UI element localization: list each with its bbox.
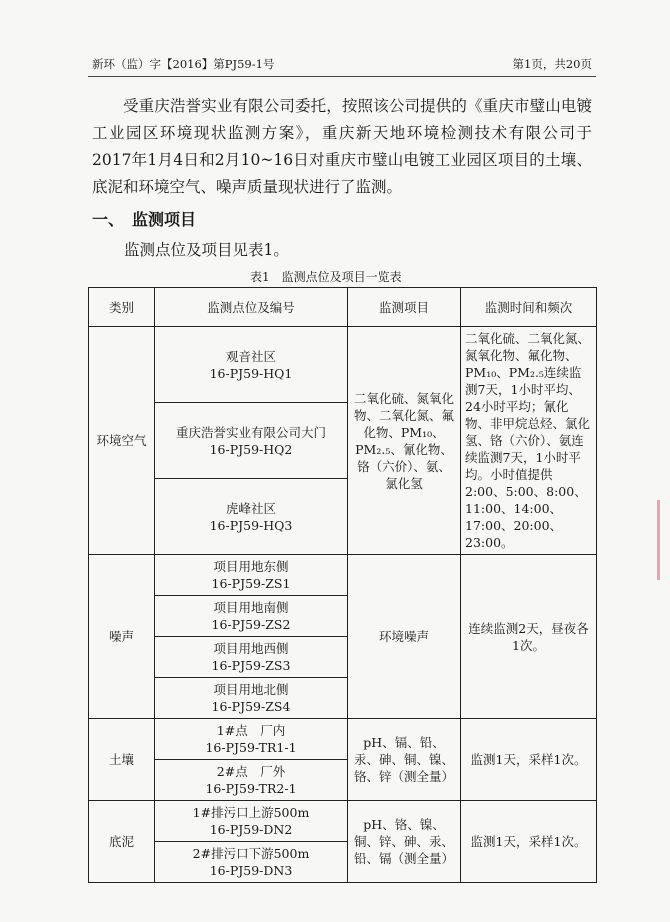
point-name: 项目用地东侧 — [213, 559, 289, 574]
table-row — [89, 327, 597, 403]
seal-edge-mark — [657, 500, 670, 580]
point-name: 观音社区 — [225, 348, 276, 364]
point-code: 16-PJ59-TR2-1 — [205, 781, 297, 796]
point-name: 虎峰社区 — [225, 500, 276, 516]
point-name: 1#排污口上游500m — [192, 805, 310, 820]
intro-paragraph: 受重庆浩誉实业有限公司委托，按照该公司提供的《重庆市璧山电镀工业园区环境现状监测方案》，重庆新天地环境检测技术有限公司于 2017年1月4日和2月10~16日对重庆市璧山电镀工业园区项目的土壤、底泥和环境空气、噪声质量现状进行了监测。 — [92, 97, 592, 196]
items-cell: pH、铬、镍、铜、锌、砷、汞、铅、镉（测全量） — [348, 801, 461, 883]
category-cell: 底泥 — [89, 801, 155, 883]
point-cell — [155, 403, 348, 479]
point-code: 16-PJ59-HQ2 — [209, 441, 293, 457]
point-cell — [155, 327, 348, 403]
point-code: 16-PJ59-ZS3 — [211, 658, 291, 673]
monitoring-table — [88, 287, 597, 883]
items-cell: 环境噪声 — [348, 555, 461, 719]
point-cell — [155, 596, 348, 637]
header-category: 类别 — [89, 288, 155, 327]
page-counter: 第1页，共20页 — [512, 57, 592, 71]
frequency-cell: 连续监测2天，昼夜各1次。 — [461, 555, 597, 719]
point-name: 项目用地南侧 — [213, 600, 289, 615]
point-code: 16-PJ59-HQ3 — [209, 517, 293, 533]
table-row — [89, 719, 597, 760]
category-cell: 噪声 — [89, 555, 155, 719]
point-cell — [155, 801, 348, 842]
point-name: 2#点 厂外 — [216, 764, 286, 779]
section-title: 监测项目 — [132, 210, 197, 229]
table-header-row — [89, 288, 597, 327]
category-cell: 土壤 — [89, 719, 155, 801]
category-cell: 环境空气 — [89, 327, 155, 555]
frequency-cell: 二氧化硫、二氧化氮、氮氧化物、氟化物、PM₁₀、PM₂.₅连续监测7天，1小时平均、24小时平均；氰化物、非甲烷总烃、氯化氢、铬（六价）、氨连续监测7天，1小时平均。小时值提供2:00、5:00、8:00、11:00、14:00、17:00、20:00、23:00。 — [461, 327, 597, 555]
point-code: 16-PJ59-ZS4 — [211, 699, 291, 714]
frequency-cell: 监测1天，采样1次。 — [461, 801, 597, 883]
items-cell: pH、镉、铅、汞、砷、铜、镍、铬、锌（测全量） — [348, 719, 461, 801]
table-reference-sentence: 监测点位及项目见表1。 — [124, 241, 289, 259]
point-name: 1#点 厂内 — [216, 723, 286, 738]
point-code: 16-PJ59-DN3 — [209, 863, 293, 878]
section-heading — [92, 207, 196, 230]
point-name: 项目用地西侧 — [213, 641, 289, 656]
point-cell — [155, 719, 348, 760]
point-code: 16-PJ59-TR1-1 — [205, 740, 297, 755]
section-number: 一、 — [92, 210, 125, 229]
header-frequency: 监测时间和频次 — [461, 288, 597, 327]
point-name: 2#排污口下游500m — [192, 846, 310, 861]
frequency-cell: 监测1天，采样1次。 — [461, 719, 597, 801]
point-code: 16-PJ59-HQ1 — [209, 365, 293, 381]
header-divider — [88, 76, 596, 77]
point-cell — [155, 637, 348, 678]
point-code: 16-PJ59-ZS1 — [211, 576, 291, 591]
table-caption: 表1 监测点位及项目一览表 — [250, 270, 402, 284]
table-row — [89, 555, 597, 596]
point-code: 16-PJ59-ZS2 — [211, 617, 291, 632]
point-name: 项目用地北侧 — [213, 682, 289, 697]
point-cell — [155, 555, 348, 596]
point-name: 重庆浩誉实业有限公司大门 — [175, 424, 326, 440]
items-cell: 二氧化硫、氮氧化物、二氧化氮、氟化物、PM₁₀、PM₂.₅、氰化物、铬（六价）、氨、氯化氢 — [348, 327, 461, 555]
point-cell — [155, 479, 348, 555]
point-cell — [155, 842, 348, 883]
report-number: 新环（监）字【2016】第PJ59-1号 — [92, 57, 275, 71]
header-items: 监测项目 — [348, 288, 461, 327]
point-cell — [155, 760, 348, 801]
point-code: 16-PJ59-DN2 — [209, 822, 293, 837]
table-row — [89, 801, 597, 842]
point-cell — [155, 678, 348, 719]
header-point: 监测点位及编号 — [155, 288, 348, 327]
